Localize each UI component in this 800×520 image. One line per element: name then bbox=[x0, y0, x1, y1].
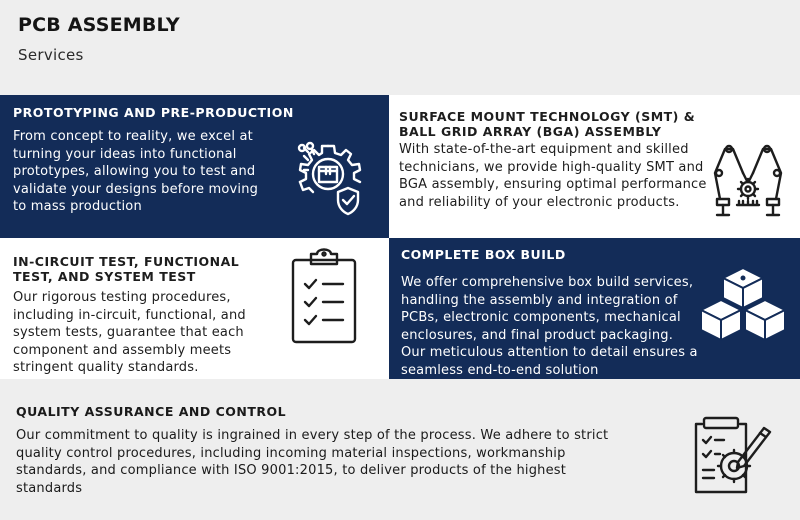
service-description: We offer comprehensive box build services, handling the assembly and integration of PCBs, electronic components, mechanical enclosures, and final product packaging. Our meticulous attention to detail ensures a seamless end-to-end solution bbox=[401, 275, 698, 378]
page-subtitle: Services bbox=[18, 46, 84, 64]
service-title: QUALITY ASSURANCE AND CONTROL bbox=[16, 404, 287, 419]
service-card-smt-bga bbox=[389, 95, 800, 238]
gear-box-shield-icon bbox=[288, 138, 368, 222]
service-description: With state-of-the-art equipment and skilled technicians, we provide high-quality SMT and BGA assembly, ensuring optimal performance and reliability of your electronic products. bbox=[399, 142, 707, 210]
service-description: From concept to reality, we excel at turning your ideas into functional prototypes, allowing you to test and validate your designs before moving to mass production bbox=[13, 129, 259, 214]
stacked-boxes-icon bbox=[695, 266, 791, 346]
service-title: PROTOTYPING AND PRE-PRODUCTION bbox=[13, 105, 294, 120]
service-title: COMPLETE BOX BUILD bbox=[401, 247, 566, 262]
clipboard-gear-pen-icon bbox=[690, 414, 776, 500]
service-card-prototyping bbox=[0, 95, 389, 238]
page-header bbox=[18, 14, 180, 64]
service-description: Our rigorous testing procedures, including in-circuit, functional, and system tests, guarantee that each component and assembly meets stringent quality standards. bbox=[13, 290, 246, 375]
service-card-quality bbox=[0, 379, 800, 520]
checklist-clipboard-icon bbox=[287, 246, 361, 350]
service-title: IN-CIRCUIT TEST, FUNCTIONAL TEST, AND SYSTEM TEST bbox=[13, 254, 240, 284]
service-description: Our commitment to quality is ingrained in every step of the process. We adhere to strict quality control procedures, including incoming material inspections, workmanship standards, and compliance with ISO 9001:2015, to deliver products of the highest standards bbox=[16, 428, 609, 496]
page-title: PCB ASSEMBLY bbox=[18, 14, 180, 36]
service-card-box-build bbox=[389, 238, 800, 379]
service-title: SURFACE MOUNT TECHNOLOGY (SMT) & BALL GRID ARRAY (BGA) ASSEMBLY bbox=[399, 109, 696, 139]
robotic-arms-icon bbox=[707, 143, 789, 223]
service-card-testing bbox=[0, 238, 389, 379]
